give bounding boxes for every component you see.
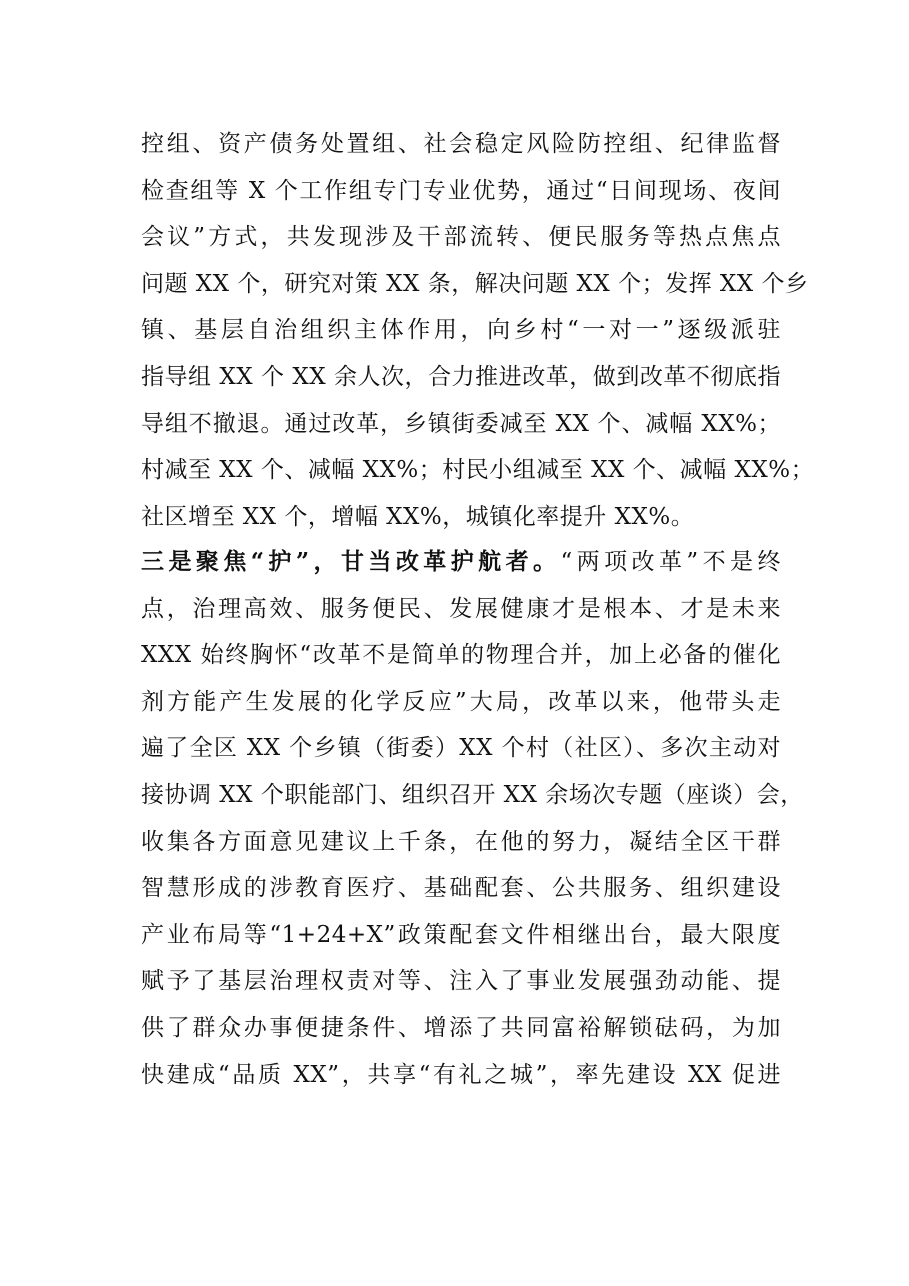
paragraph-line: 点，治理高效、服务便民、发展健康才是根本、才是未来 [141, 595, 781, 622]
paragraph-line: 赋予了基层治理权责对等、注入了事业发展强劲动能、提 [141, 968, 781, 995]
paragraph-line: 社区增至 XX 个，增幅 XX%，城镇化率提升 XX%。 [141, 503, 695, 530]
paragraph-line: 剂方能产生发展的化学反应”大局，改革以来，他带头走 [141, 688, 781, 715]
paragraph-line: 收集各方面意见建议上千条，在他的努力，凝结全区干群 [141, 828, 781, 855]
paragraph-line: 指导组 XX 个 XX 余人次，合力推进改革，做到改革不彻底指 [141, 363, 781, 390]
paragraph-line: 镇、基层自治组织主体作用，向乡村“一对一”逐级派驻 [141, 317, 781, 344]
paragraph-line: 接协调 XX 个职能部门、组织召开 XX 余场次专题（座谈）会， [141, 781, 804, 808]
paragraph-line: 导组不撤退。通过改革，乡镇街委减至 XX 个、减幅 XX%； [141, 410, 781, 437]
paragraph-line: 产业布局等“1+24+X”政策配套文件相继出台，最大限度 [141, 921, 781, 948]
paragraph-line: 问题 XX 个，研究对策 XX 条，解决问题 XX 个；发挥 XX 个乡 [141, 270, 809, 297]
paragraph-line: 遍了全区 XX 个乡镇（街委）XX 个村（社区）、多次主动对 [141, 735, 781, 762]
paragraph-line: 检查组等 X 个工作组专门专业优势，通过“日间现场、夜间 [141, 177, 781, 204]
paragraph-line: 控组、资产债务处置组、社会稳定风险防控组、纪律监督 [141, 131, 781, 157]
section-heading: 三是聚焦“护”，甘当改革护航者。 [141, 548, 561, 575]
paragraph-2 [141, 539, 804, 1098]
paragraph-line: 村减至 XX 个、减幅 XX%；村民小组减至 XX 个、减幅 XX%； [141, 457, 815, 484]
paragraph-line: 快建成“品质 XX”，共享“有礼之城”，率先建设 XX 促进 [141, 1061, 781, 1088]
paragraph-line: XXX 始终胸怀“改革不是简单的物理合并，加上必备的催化 [141, 642, 781, 669]
paragraph-line: 会议”方式，共发现涉及干部流转、便民服务等热点焦点 [141, 224, 781, 251]
paragraph-line: 供了群众办事便捷条件、增添了共同富裕解锁砝码，为加 [141, 1014, 781, 1041]
paragraph-first-line [141, 539, 781, 586]
heading-continuation: “两项改革”不是终 [560, 549, 781, 575]
paragraph-1 [141, 121, 815, 540]
paragraph-line: 智慧形成的涉教育医疗、基础配套、公共服务、组织建设 [141, 875, 781, 902]
